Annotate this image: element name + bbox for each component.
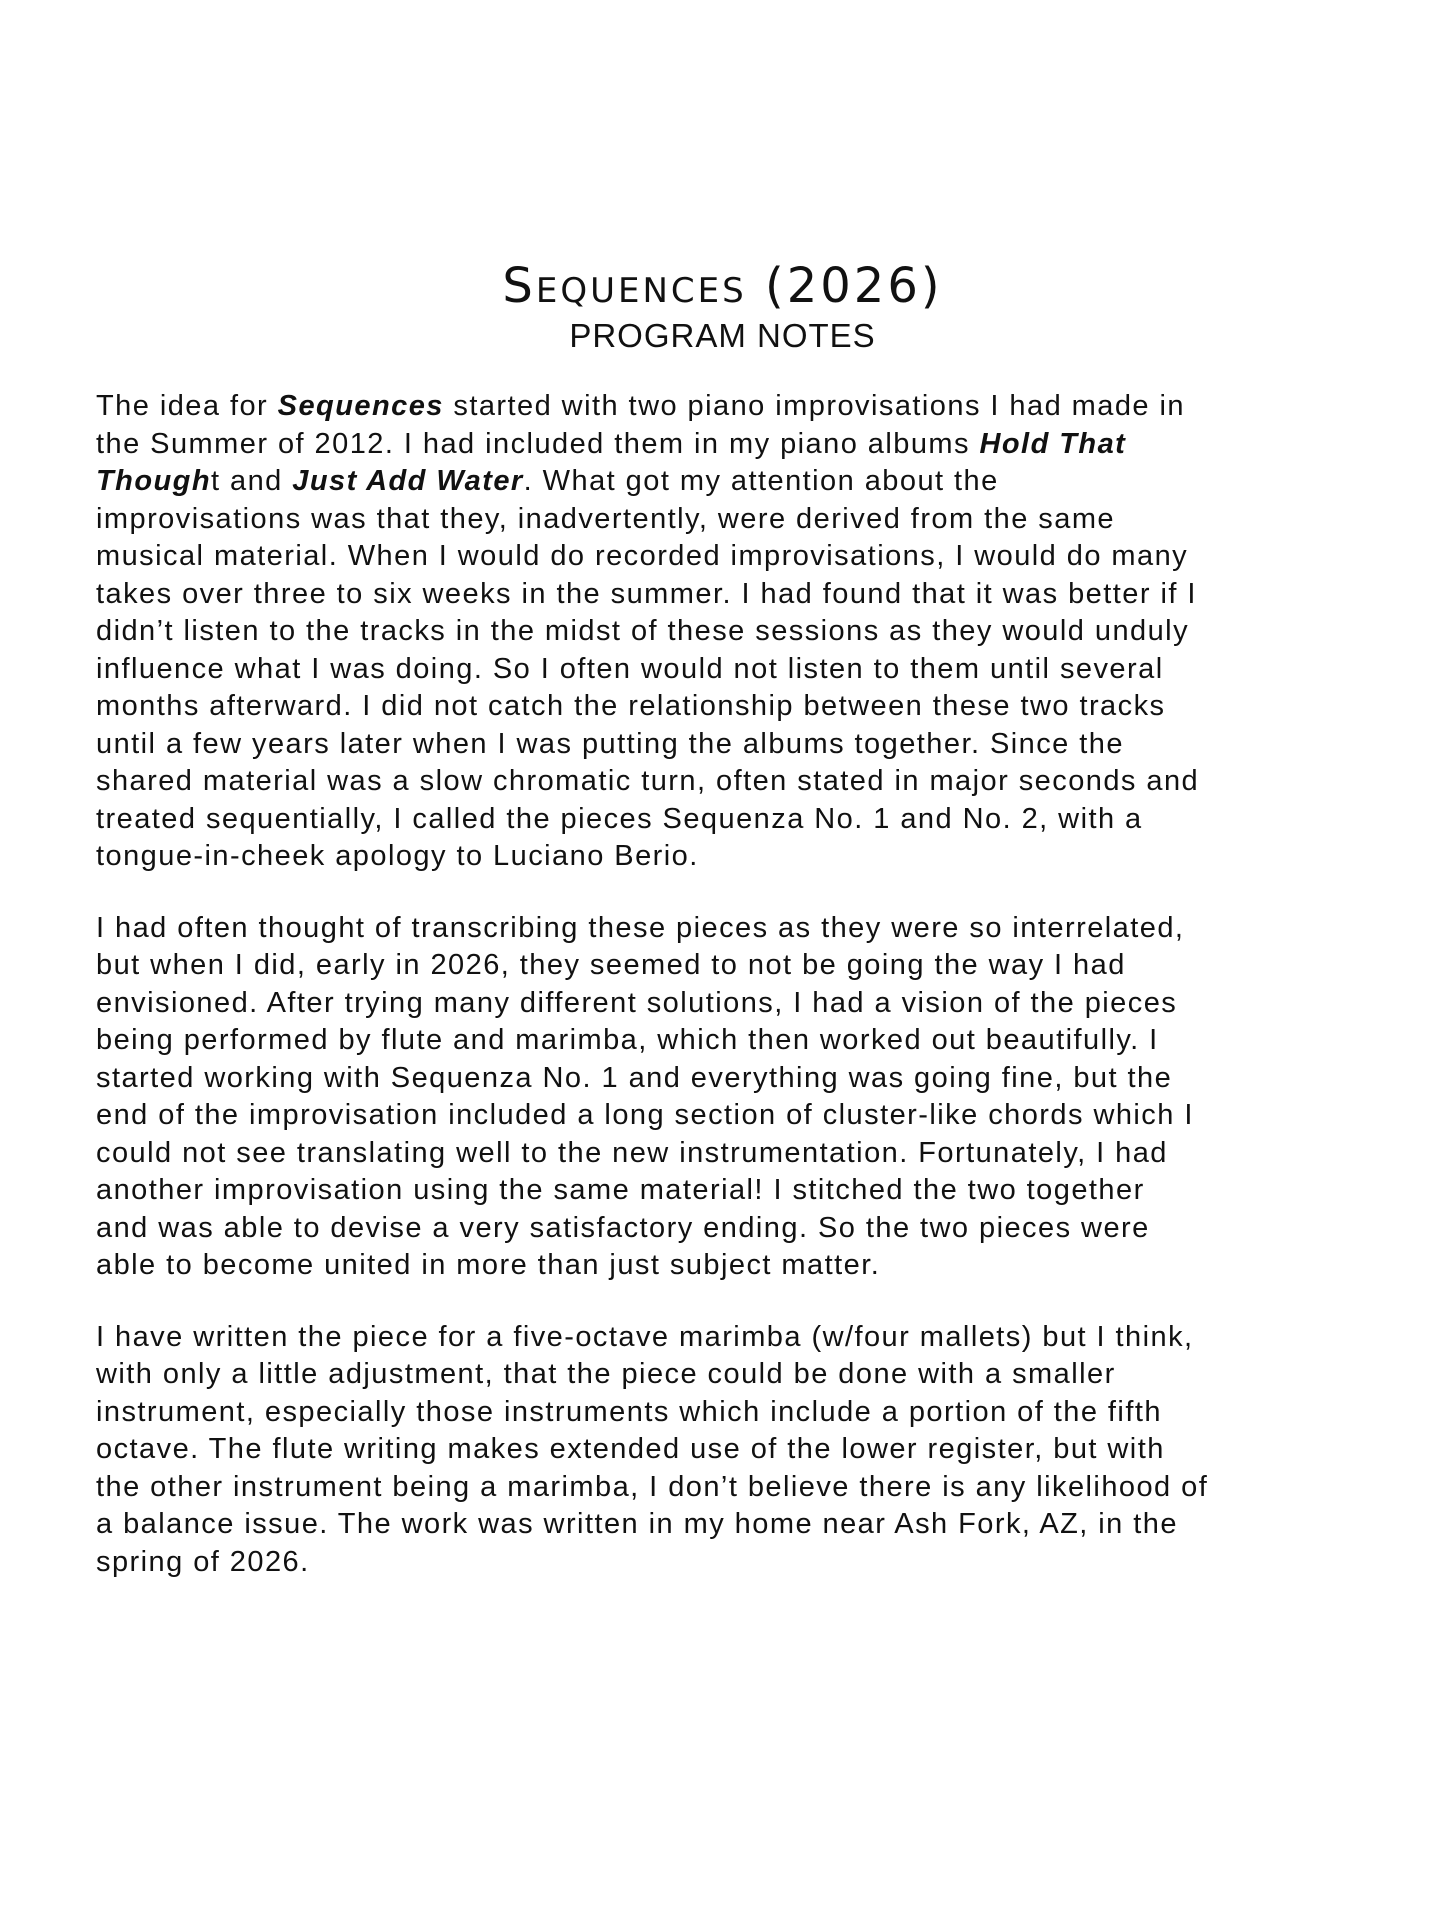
paragraph-3 [96, 1319, 1376, 1582]
text-line: could not see translating well to the new instrumentation. Fortunately, I had [96, 1136, 1168, 1169]
text-line: able to become united in more than just subject matter. [96, 1249, 881, 1281]
text-line: instrument, especially those instruments which include a portion of the fifth [96, 1395, 1162, 1428]
title-block [0, 258, 1445, 356]
program-notes-body [96, 388, 1376, 1615]
text-line: a balance issue. The work was written in my home near Ash Fork, AZ, in the [96, 1508, 1178, 1540]
text-line: treated sequentially, I called the pieces Sequenza No. 1 and No. 2, with a [96, 802, 1143, 835]
text-line: I had often thought of transcribing these pieces as they were so interrelated, [96, 911, 1185, 944]
text-run: . What got my attention about the [523, 465, 999, 497]
text-line: started working with Sequenza No. 1 and everything was going fine, but the [96, 1061, 1173, 1094]
text-run: the Summer of 2012. I had included them in my piano albums [96, 427, 980, 460]
text-line: improvisations was that they, inadvertently, were derived from the same [96, 502, 1115, 535]
paragraph-2 [96, 910, 1376, 1285]
text-line: spring of 2026. [96, 1545, 310, 1578]
album-title-emphasis: Though [96, 465, 211, 497]
text-line [96, 426, 1376, 464]
text-line: and was able to devise a very satisfactory ending. So the two pieces were [96, 1211, 1150, 1244]
text-line: I have written the piece for a five-octave marimba (w/four mallets) but I think, [96, 1320, 1194, 1353]
text-line: months afterward. I did not catch the relationship between these two tracks [96, 690, 1166, 722]
document-title: Sequences (2026) [502, 258, 943, 314]
text-line: with only a little adjustment, that the piece could be done with a smaller [96, 1358, 1116, 1390]
text-run: t and [211, 465, 293, 497]
text-line: end of the improvisation included a long section of cluster-like chords which I [96, 1099, 1194, 1131]
album-title-emphasis: Hold That [979, 427, 1127, 460]
text-line: the other instrument being a marimba, I don’t believe there is any likelihood of [96, 1470, 1209, 1503]
text-run: The idea for [96, 390, 278, 422]
paragraph-1 [96, 388, 1376, 876]
text-line: another improvisation using the same material! I stitched the two together [96, 1174, 1145, 1206]
text-line: envisioned. After trying many different solutions, I had a vision of the pieces [96, 986, 1178, 1019]
text-line: being performed by flute and marimba, which then worked out beautifully. I [96, 1024, 1159, 1056]
text-run: started with two piano improvisations I had made in [443, 390, 1185, 422]
album-title-emphasis: Just Add Water [292, 465, 524, 497]
text-line: musical material. When I would do recorded improvisations, I would do many [96, 540, 1189, 572]
text-line: tongue-in-cheek apology to Luciano Berio. [96, 840, 699, 872]
document-subtitle: PROGRAM NOTES [569, 317, 876, 354]
text-line: but when I did, early in 2026, they seemed to not be going the way I had [96, 949, 1126, 981]
text-line: octave. The flute writing makes extended use of the lower register, but with [96, 1433, 1165, 1465]
text-line: influence what I was doing. So I often would not listen to them until several [96, 652, 1164, 685]
text-line: until a few years later when I was putting the albums together. Since the [96, 727, 1124, 760]
text-line [96, 463, 1376, 501]
text-line [96, 388, 1376, 426]
text-line: didn’t listen to the tracks in the midst of these sessions as they would unduly [96, 615, 1190, 647]
work-title-emphasis: Sequences [277, 390, 444, 422]
text-line: takes over three to six weeks in the summer. I had found that it was better if I [96, 577, 1197, 610]
text-line: shared material was a slow chromatic turn, often stated in major seconds and [96, 765, 1200, 797]
